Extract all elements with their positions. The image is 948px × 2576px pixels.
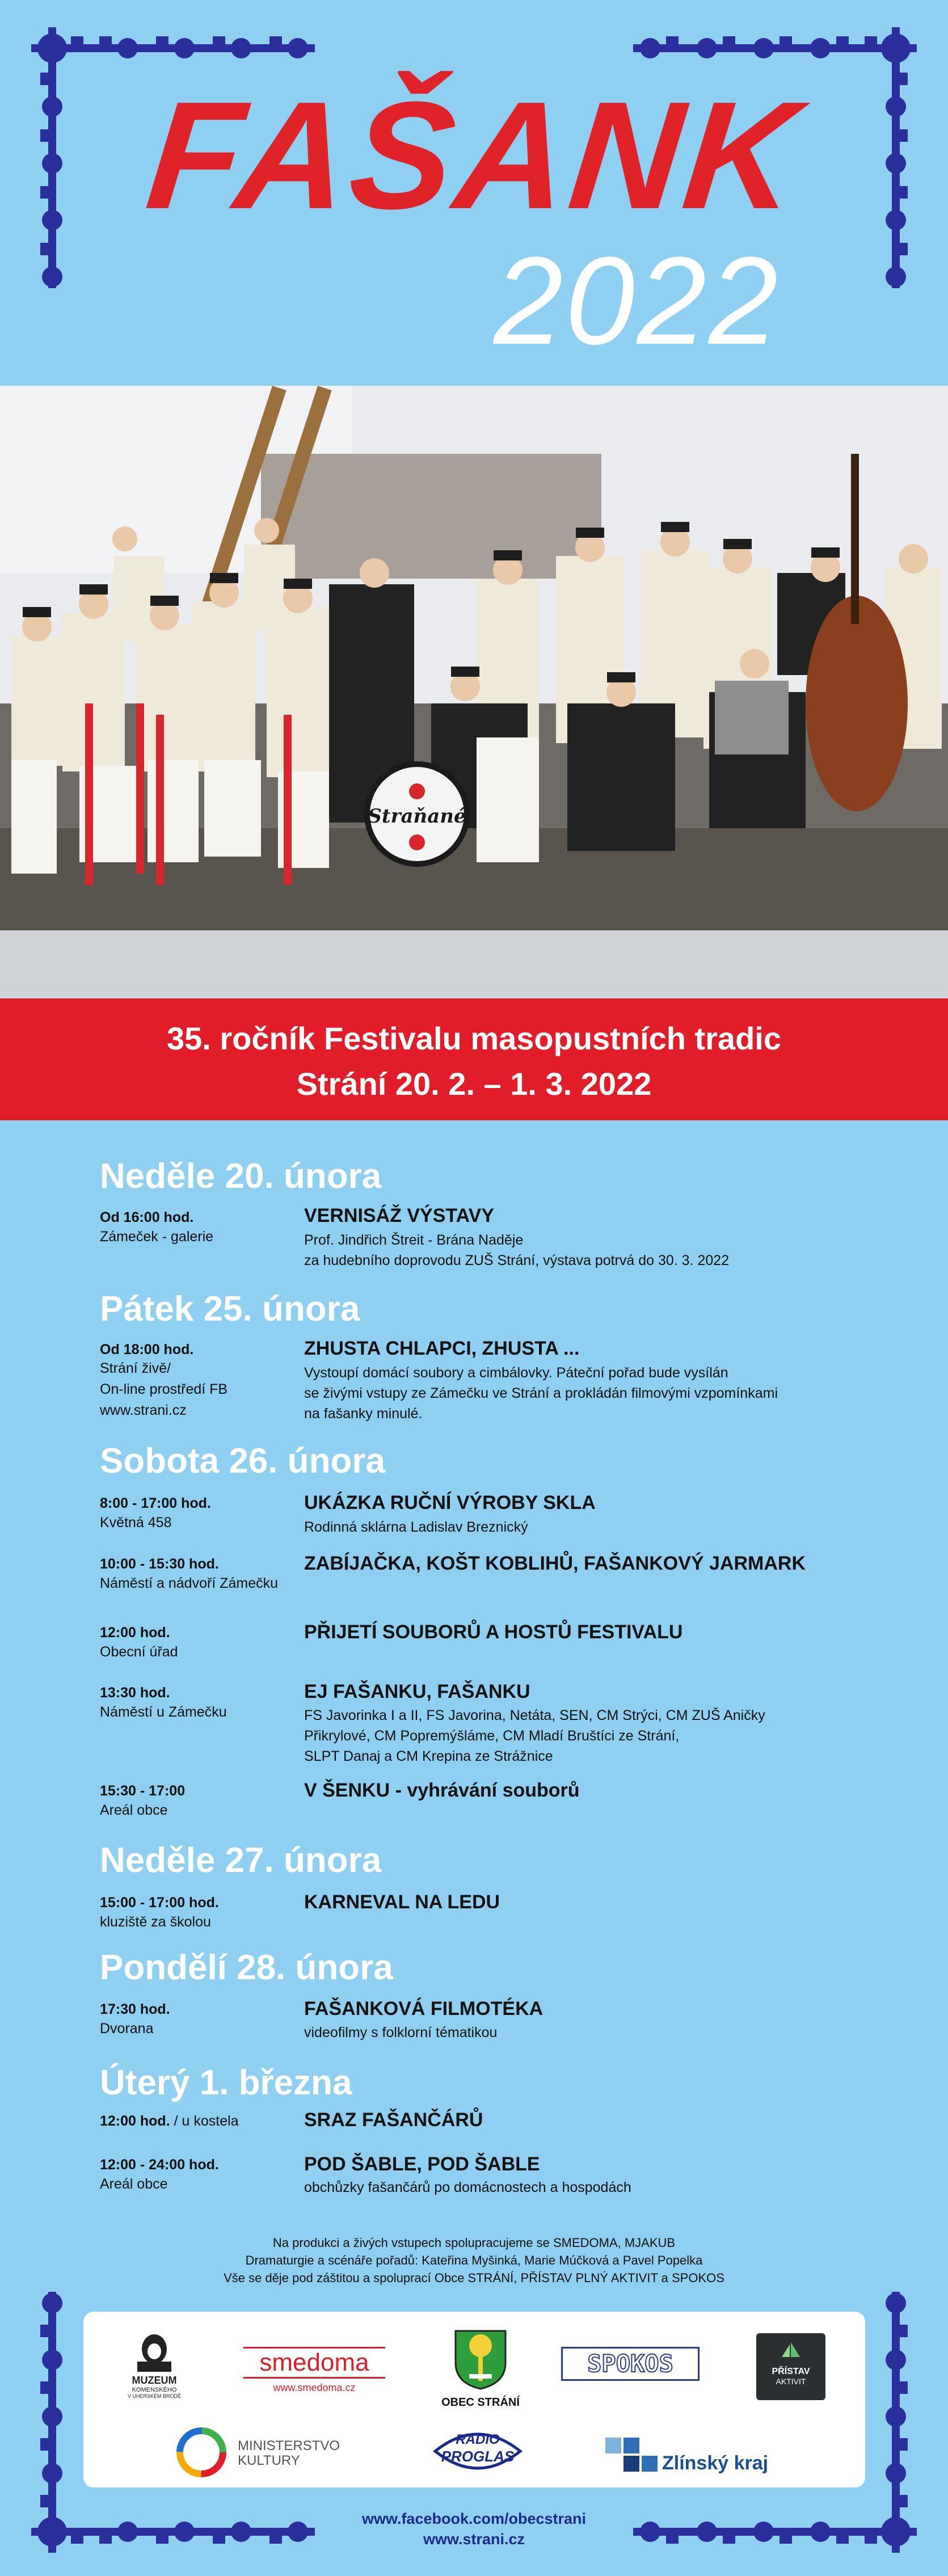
credits-line: Vše se děje pod záštitou a spoluprací Obce STRÁNÍ, PŘÍSTAV PLNÝ AKTIVIT a SPOKOS xyxy=(224,2271,724,2285)
event-description-line: Prof. Jindřich Štreit - Brána Naděje xyxy=(304,1232,524,1248)
event-name: ZABÍJAČKA, KOŠT KOBLIHŮ, FAŠANKOVÝ JARMARK xyxy=(304,1553,806,1574)
event-place: Areál obce xyxy=(100,1802,168,1818)
event-description-line: videofilmy s folklorní tématikou xyxy=(304,2025,498,2040)
event-name: POD ŠABLE, POD ŠABLE xyxy=(304,2153,540,2175)
ministerstvo-kultury-logo[interactable] xyxy=(174,2425,356,2482)
event-time: Od 18:00 hod. xyxy=(100,1342,194,1357)
event-time: 8:00 - 17:00 hod. xyxy=(100,1495,211,1511)
day-heading: Sobota 26. února xyxy=(100,1441,385,1481)
event-description xyxy=(304,1705,871,1766)
footer-links xyxy=(0,2508,948,2549)
obec-strani-logo[interactable] xyxy=(435,2329,526,2409)
spokos-logo[interactable] xyxy=(561,2347,700,2381)
event-time: 10:00 - 15:30 hod. xyxy=(100,1556,219,1572)
event-description-line: na fašanky minulé. xyxy=(304,1406,423,1422)
event-place: Obecní úřad xyxy=(100,1644,178,1660)
event-time: 13:30 hod. xyxy=(100,1685,170,1701)
muzeum-place: V UHERSKÉM BRODĚ xyxy=(127,2393,182,2399)
event-description xyxy=(304,1517,871,1537)
day-heading: Pondělí 28. února xyxy=(100,1948,393,1987)
event-description xyxy=(304,1363,871,1424)
zlinsky-name: Zlínský kraj xyxy=(662,2452,769,2474)
event-time: 17:30 hod. xyxy=(100,2001,170,2017)
smedoma-name: smedoma xyxy=(243,2347,385,2379)
event-description-line: FS Javorinka I a II, FS Javorina, Netáta, SEN, CM Strýci, CM ZUŠ Aničky xyxy=(304,1708,765,1723)
day-heading: Úterý 1. března xyxy=(100,2063,352,2102)
smedoma-logo[interactable] xyxy=(243,2347,385,2394)
event-place-line: Strání živě/ xyxy=(100,1360,171,1376)
radio-name: RADIO xyxy=(456,2432,500,2447)
muzeum-subname: KOMENSKÉHO xyxy=(132,2387,177,2393)
festival-year: 2022 xyxy=(494,231,781,370)
festival-banner xyxy=(0,998,948,1120)
credits-line: Dramaturgie a scénáře pořadů: Kateřina Myšinká, Marie Múčková a Pavel Popelka xyxy=(245,2253,703,2267)
event-time: 15:00 - 17:00 hod. xyxy=(100,1895,219,1911)
ministerstvo-name: MINISTERSTVO xyxy=(238,2438,340,2453)
drum-text: Straňané xyxy=(368,805,466,828)
smedoma-url: www.smedoma.cz xyxy=(273,2382,356,2393)
muzeum-logo[interactable] xyxy=(117,2332,191,2399)
ministerstvo-subname: KULTURY xyxy=(238,2453,300,2468)
event-name: KARNEVAL NA LEDU xyxy=(304,1891,500,1913)
event-place-line: www.strani.cz xyxy=(100,1402,187,1418)
event-description xyxy=(304,2177,871,2198)
event-name: SRAZ FAŠANČÁRŮ xyxy=(304,2109,483,2131)
festival-title: FAŠANK xyxy=(140,70,808,241)
group-photo xyxy=(0,386,948,998)
sail-icon xyxy=(780,2341,802,2359)
event-place: Květná 458 xyxy=(100,1515,172,1531)
pristav-subname: AKTIVIT xyxy=(776,2377,806,2386)
event-description-line: Rodinná sklárna Ladislav Breznický xyxy=(304,1519,528,1535)
event-description-line: Vystoupí domácí soubory a cimbálovky. Páteční pořad bude vysílán xyxy=(304,1365,728,1381)
website-link[interactable]: www.strani.cz xyxy=(423,2531,525,2548)
event-name: EJ FAŠANKU, FAŠANKU xyxy=(304,1681,530,1702)
event-description-line: se živými vstupy ze Zámečku ve Strání a prokládán filmovými vzpomínkami xyxy=(304,1385,778,1401)
event-description-line: SLPT Danaj a CM Krepina ze Strážnice xyxy=(304,1748,553,1764)
event-name: PŘIJETÍ SOUBORŮ A HOSTŮ FESTIVALU xyxy=(304,1621,683,1643)
banner-line-edition: 35. ročník Festivalu masopustních tradic xyxy=(166,1021,781,1056)
event-description-line: Přikrylové, CM Popremýšláme, CM Mladí Bruštíci ze Strání, xyxy=(304,1728,680,1744)
credits xyxy=(0,2234,948,2287)
event-place: Dvorana xyxy=(100,2021,154,2037)
event-time xyxy=(100,2113,239,2130)
muzeum-portrait-icon xyxy=(129,2332,180,2372)
event-place: Náměstí u Zámečku xyxy=(100,1704,227,1720)
event-description xyxy=(304,2022,871,2043)
event-name: UKÁZKA RUČNÍ VÝROBY SKLA xyxy=(304,1492,596,1513)
event-place: Náměstí a nádvoří Zámečku xyxy=(100,1575,279,1591)
event-place: Zámeček - galerie xyxy=(100,1229,214,1245)
event-name: ZHUSTA CHLAPCI, ZHUSTA ... xyxy=(304,1338,580,1359)
event-time-value: 12:00 hod. xyxy=(100,2113,170,2129)
event-time: 12:00 hod. xyxy=(100,1625,170,1641)
partner-logos xyxy=(83,2312,865,2488)
spokos-name: SPOKOS xyxy=(587,2350,673,2377)
event-description-line: obchůzky fašančárů po domácnostech a hospodách xyxy=(304,2179,631,2195)
event-name: VERNISÁŽ VÝSTAVY xyxy=(304,1205,495,1226)
event-place-line: On-line prostředí FB xyxy=(100,1381,228,1397)
zlinsky-squares-icon xyxy=(605,2438,660,2475)
pristav-name: PŘÍSTAV xyxy=(772,2367,810,2376)
banner-line-dates: Strání 20. 2. – 1. 3. 2022 xyxy=(296,1066,652,1102)
day-heading: Neděle 20. února xyxy=(100,1157,382,1196)
event-name: V ŠENKU - vyhrávání souborů xyxy=(304,1780,580,1801)
day-heading: Neděle 27. února xyxy=(100,1841,382,1880)
event-place xyxy=(100,1358,227,1421)
proglas-name: PROGLAS xyxy=(441,2448,515,2465)
zlinsky-kraj-logo[interactable] xyxy=(605,2438,787,2477)
event-description xyxy=(304,1230,871,1271)
obec-name: OBEC STRÁNÍ xyxy=(441,2396,520,2409)
event-time: 12:00 - 24:00 hod. xyxy=(100,2157,219,2173)
event-description-line: za hudebního doprovodu ZUŠ Strání, výstava potrvá do 30. 3. 2022 xyxy=(304,1253,730,1268)
event-time: 15:30 - 17:00 xyxy=(100,1783,186,1799)
coat-of-arms-icon xyxy=(453,2329,508,2390)
day-heading: Pátek 25. února xyxy=(100,1289,360,1329)
credits-line: Na produkci a živých vstupech spolupracujeme se SMEDOMA, MJAKUB xyxy=(272,2236,676,2250)
event-name: FAŠANKOVÁ FILMOTÉKA xyxy=(304,1998,543,2020)
event-place-suffix: / u kostela xyxy=(174,2113,239,2129)
pristav-aktivit-logo[interactable] xyxy=(756,2333,825,2400)
muzeum-name: MUZEUM xyxy=(132,2375,177,2386)
facebook-link[interactable]: www.facebook.com/obecstrani xyxy=(361,2510,587,2527)
event-time: Od 16:00 hod. xyxy=(100,1209,194,1225)
radio-proglas-logo[interactable] xyxy=(429,2423,526,2480)
event-place: kluziště za školou xyxy=(100,1914,211,1930)
event-place: Areál obce xyxy=(100,2176,168,2192)
ministerstvo-ring-icon xyxy=(174,2425,229,2480)
